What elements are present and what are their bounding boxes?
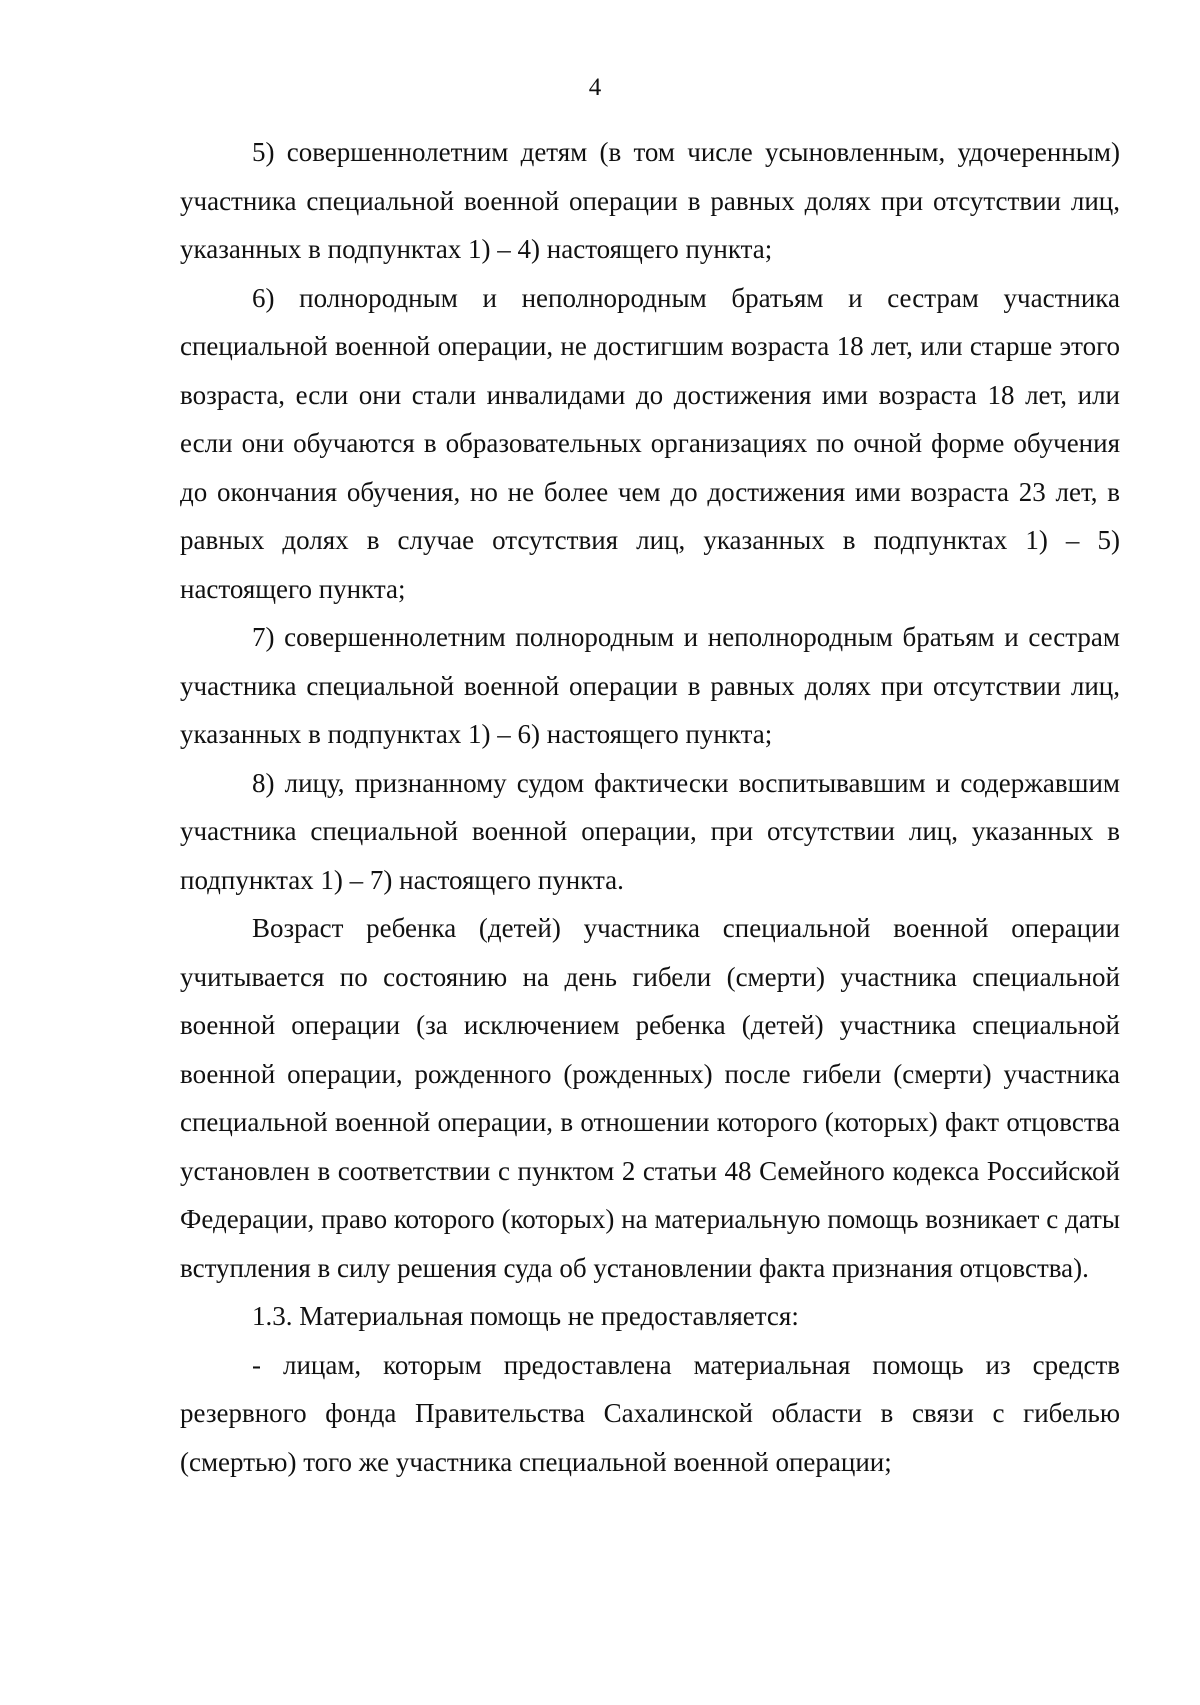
paragraph-item-5: 5) совершеннолетним детям (в том числе усыновленным, удочеренным) участника специальной военной операции в равных долях при отсутствии лиц, указанных в подпунктах 1) – 4) настоящего пункта; — [180, 137, 1120, 264]
paragraph-child-age: Возраст ребенка (детей) участника специальной военной операции учитывается по состоянию на день гибели (смерти) участника специальной военной операции (за исключением ребенка (детей) участника специальной военной операции, рожденного (рожденных) после гибели (смерти) участника специальной военной операции, в отношении которого (которых) факт отцовства установлен в соответствии с пунктом 2 статьи 48 Семейного кодекса Российской Федерации, право которого (которых) на материальную помощь возникает с даты вступления в силу решения суда об установлении факта признания отцовства). — [180, 913, 1120, 1283]
paragraph-section-1-3: 1.3. Материальная помощь не предоставляется: — [252, 1301, 799, 1331]
paragraph-item-7: 7) совершеннолетним полнородным и неполнородным братьям и сестрам участника специальной военной операции в равных долях при отсутствии лиц, указанных в подпунктах 1) – 6) настоящего пункта; — [180, 622, 1120, 749]
paragraph-item-6: 6) полнородным и неполнородным братьям и сестрам участника специальной военной операции, не достигшим возраста 18 лет, или старше этого возраста, если они стали инвалидами до достижения ими возраста 18 лет, или если они обучаются в образовательных организациях по очной форме обучения до окончания обучения, но не более чем до достижения ими возраста 23 лет, в равных долях в случае отсутствия лиц, указанных в подпунктах 1) – 5) настоящего пункта; — [180, 282, 1120, 604]
document-body — [180, 128, 1120, 1486]
paragraph-exclusion-item: - лицам, которым предоставлена материальная помощь из средств резервного фонда Правительства Сахалинской области в связи с гибелью (смертью) того же участника специальной военной операции; — [180, 1349, 1120, 1477]
paragraph-item-8: 8) лицу, признанному судом фактически воспитывавшим и содержавшим участника специальной военной операции, при отсутствии лиц, указанных в подпунктах 1) – 7) настоящего пункта. — [180, 767, 1120, 895]
page-number: 4 — [588, 74, 602, 101]
